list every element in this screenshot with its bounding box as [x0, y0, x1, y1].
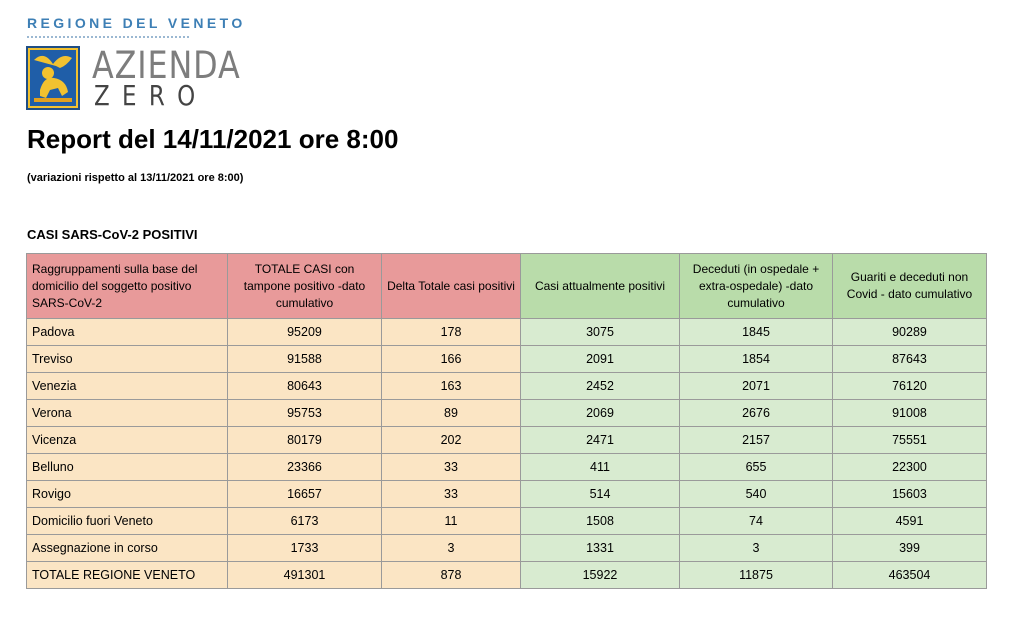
- report-subtitle: (variazioni rispetto al 13/11/2021 ore 8:00): [27, 172, 244, 184]
- value-cell: 463504: [833, 562, 987, 589]
- table-row: [27, 481, 987, 508]
- value-cell: 399: [833, 535, 987, 562]
- value-cell: 655: [680, 454, 833, 481]
- area-cell: Rovigo: [27, 481, 228, 508]
- table-row: [27, 427, 987, 454]
- value-cell: 74: [680, 508, 833, 535]
- value-cell: 540: [680, 481, 833, 508]
- area-cell: Padova: [27, 319, 228, 346]
- value-cell: 80643: [228, 373, 382, 400]
- value-cell: 166: [382, 346, 521, 373]
- value-cell: 15603: [833, 481, 987, 508]
- value-cell: 15922: [521, 562, 680, 589]
- value-cell: 178: [382, 319, 521, 346]
- column-header: Deceduti (in ospedale + extra-ospedale) -dato cumulativo: [680, 254, 833, 319]
- value-cell: 1508: [521, 508, 680, 535]
- value-cell: 3: [382, 535, 521, 562]
- value-cell: 2471: [521, 427, 680, 454]
- table-row: [27, 400, 987, 427]
- area-cell: TOTALE REGIONE VENETO: [27, 562, 228, 589]
- table-row: [27, 535, 987, 562]
- value-cell: 90289: [833, 319, 987, 346]
- area-cell: Domicilio fuori Veneto: [27, 508, 228, 535]
- value-cell: 3: [680, 535, 833, 562]
- value-cell: 2091: [521, 346, 680, 373]
- area-cell: Venezia: [27, 373, 228, 400]
- value-cell: 87643: [833, 346, 987, 373]
- value-cell: 23366: [228, 454, 382, 481]
- value-cell: 2071: [680, 373, 833, 400]
- value-cell: 491301: [228, 562, 382, 589]
- table-row: [27, 373, 987, 400]
- value-cell: 163: [382, 373, 521, 400]
- value-cell: 411: [521, 454, 680, 481]
- column-header: Casi attualmente positivi: [521, 254, 680, 319]
- area-cell: Treviso: [27, 346, 228, 373]
- value-cell: 95209: [228, 319, 382, 346]
- table-row: [27, 454, 987, 481]
- value-cell: 2452: [521, 373, 680, 400]
- value-cell: 1845: [680, 319, 833, 346]
- column-header: TOTALE CASI con tampone positivo -dato cumulativo: [228, 254, 382, 319]
- value-cell: 2157: [680, 427, 833, 454]
- winged-lion-logo-icon: [26, 46, 80, 110]
- region-name: REGIONE DEL VENETO: [27, 15, 246, 31]
- table-row: [27, 319, 987, 346]
- value-cell: 514: [521, 481, 680, 508]
- area-cell: Assegnazione in corso: [27, 535, 228, 562]
- value-cell: 2069: [521, 400, 680, 427]
- value-cell: 80179: [228, 427, 382, 454]
- cases-table: [26, 253, 987, 589]
- area-cell: Vicenza: [27, 427, 228, 454]
- value-cell: 1854: [680, 346, 833, 373]
- value-cell: 16657: [228, 481, 382, 508]
- value-cell: 76120: [833, 373, 987, 400]
- column-header: Guariti e deceduti non Covid - dato cumulativo: [833, 254, 987, 319]
- area-cell: Belluno: [27, 454, 228, 481]
- value-cell: 75551: [833, 427, 987, 454]
- value-cell: 89: [382, 400, 521, 427]
- value-cell: 878: [382, 562, 521, 589]
- table-row: [27, 508, 987, 535]
- header-dotted-divider: [27, 36, 189, 38]
- table-total-row: [27, 562, 987, 589]
- value-cell: 33: [382, 481, 521, 508]
- value-cell: 2676: [680, 400, 833, 427]
- value-cell: 3075: [521, 319, 680, 346]
- column-header: Delta Totale casi positivi: [382, 254, 521, 319]
- value-cell: 22300: [833, 454, 987, 481]
- value-cell: 202: [382, 427, 521, 454]
- value-cell: 11875: [680, 562, 833, 589]
- value-cell: 91008: [833, 400, 987, 427]
- value-cell: 4591: [833, 508, 987, 535]
- section-title: CASI SARS-CoV-2 POSITIVI: [27, 227, 198, 242]
- logo-wordmark-azienda: AZIENDA: [92, 44, 241, 87]
- value-cell: 95753: [228, 400, 382, 427]
- logo-wordmark-zero: ZERO: [94, 79, 208, 112]
- value-cell: 91588: [228, 346, 382, 373]
- value-cell: 33: [382, 454, 521, 481]
- value-cell: 6173: [228, 508, 382, 535]
- report-title: Report del 14/11/2021 ore 8:00: [27, 124, 399, 154]
- value-cell: 1331: [521, 535, 680, 562]
- value-cell: 11: [382, 508, 521, 535]
- value-cell: 1733: [228, 535, 382, 562]
- table-header-row: [27, 254, 987, 319]
- area-cell: Verona: [27, 400, 228, 427]
- column-header: Raggruppamenti sulla base del domicilio del soggetto positivo SARS-CoV-2: [27, 254, 228, 319]
- table-row: [27, 346, 987, 373]
